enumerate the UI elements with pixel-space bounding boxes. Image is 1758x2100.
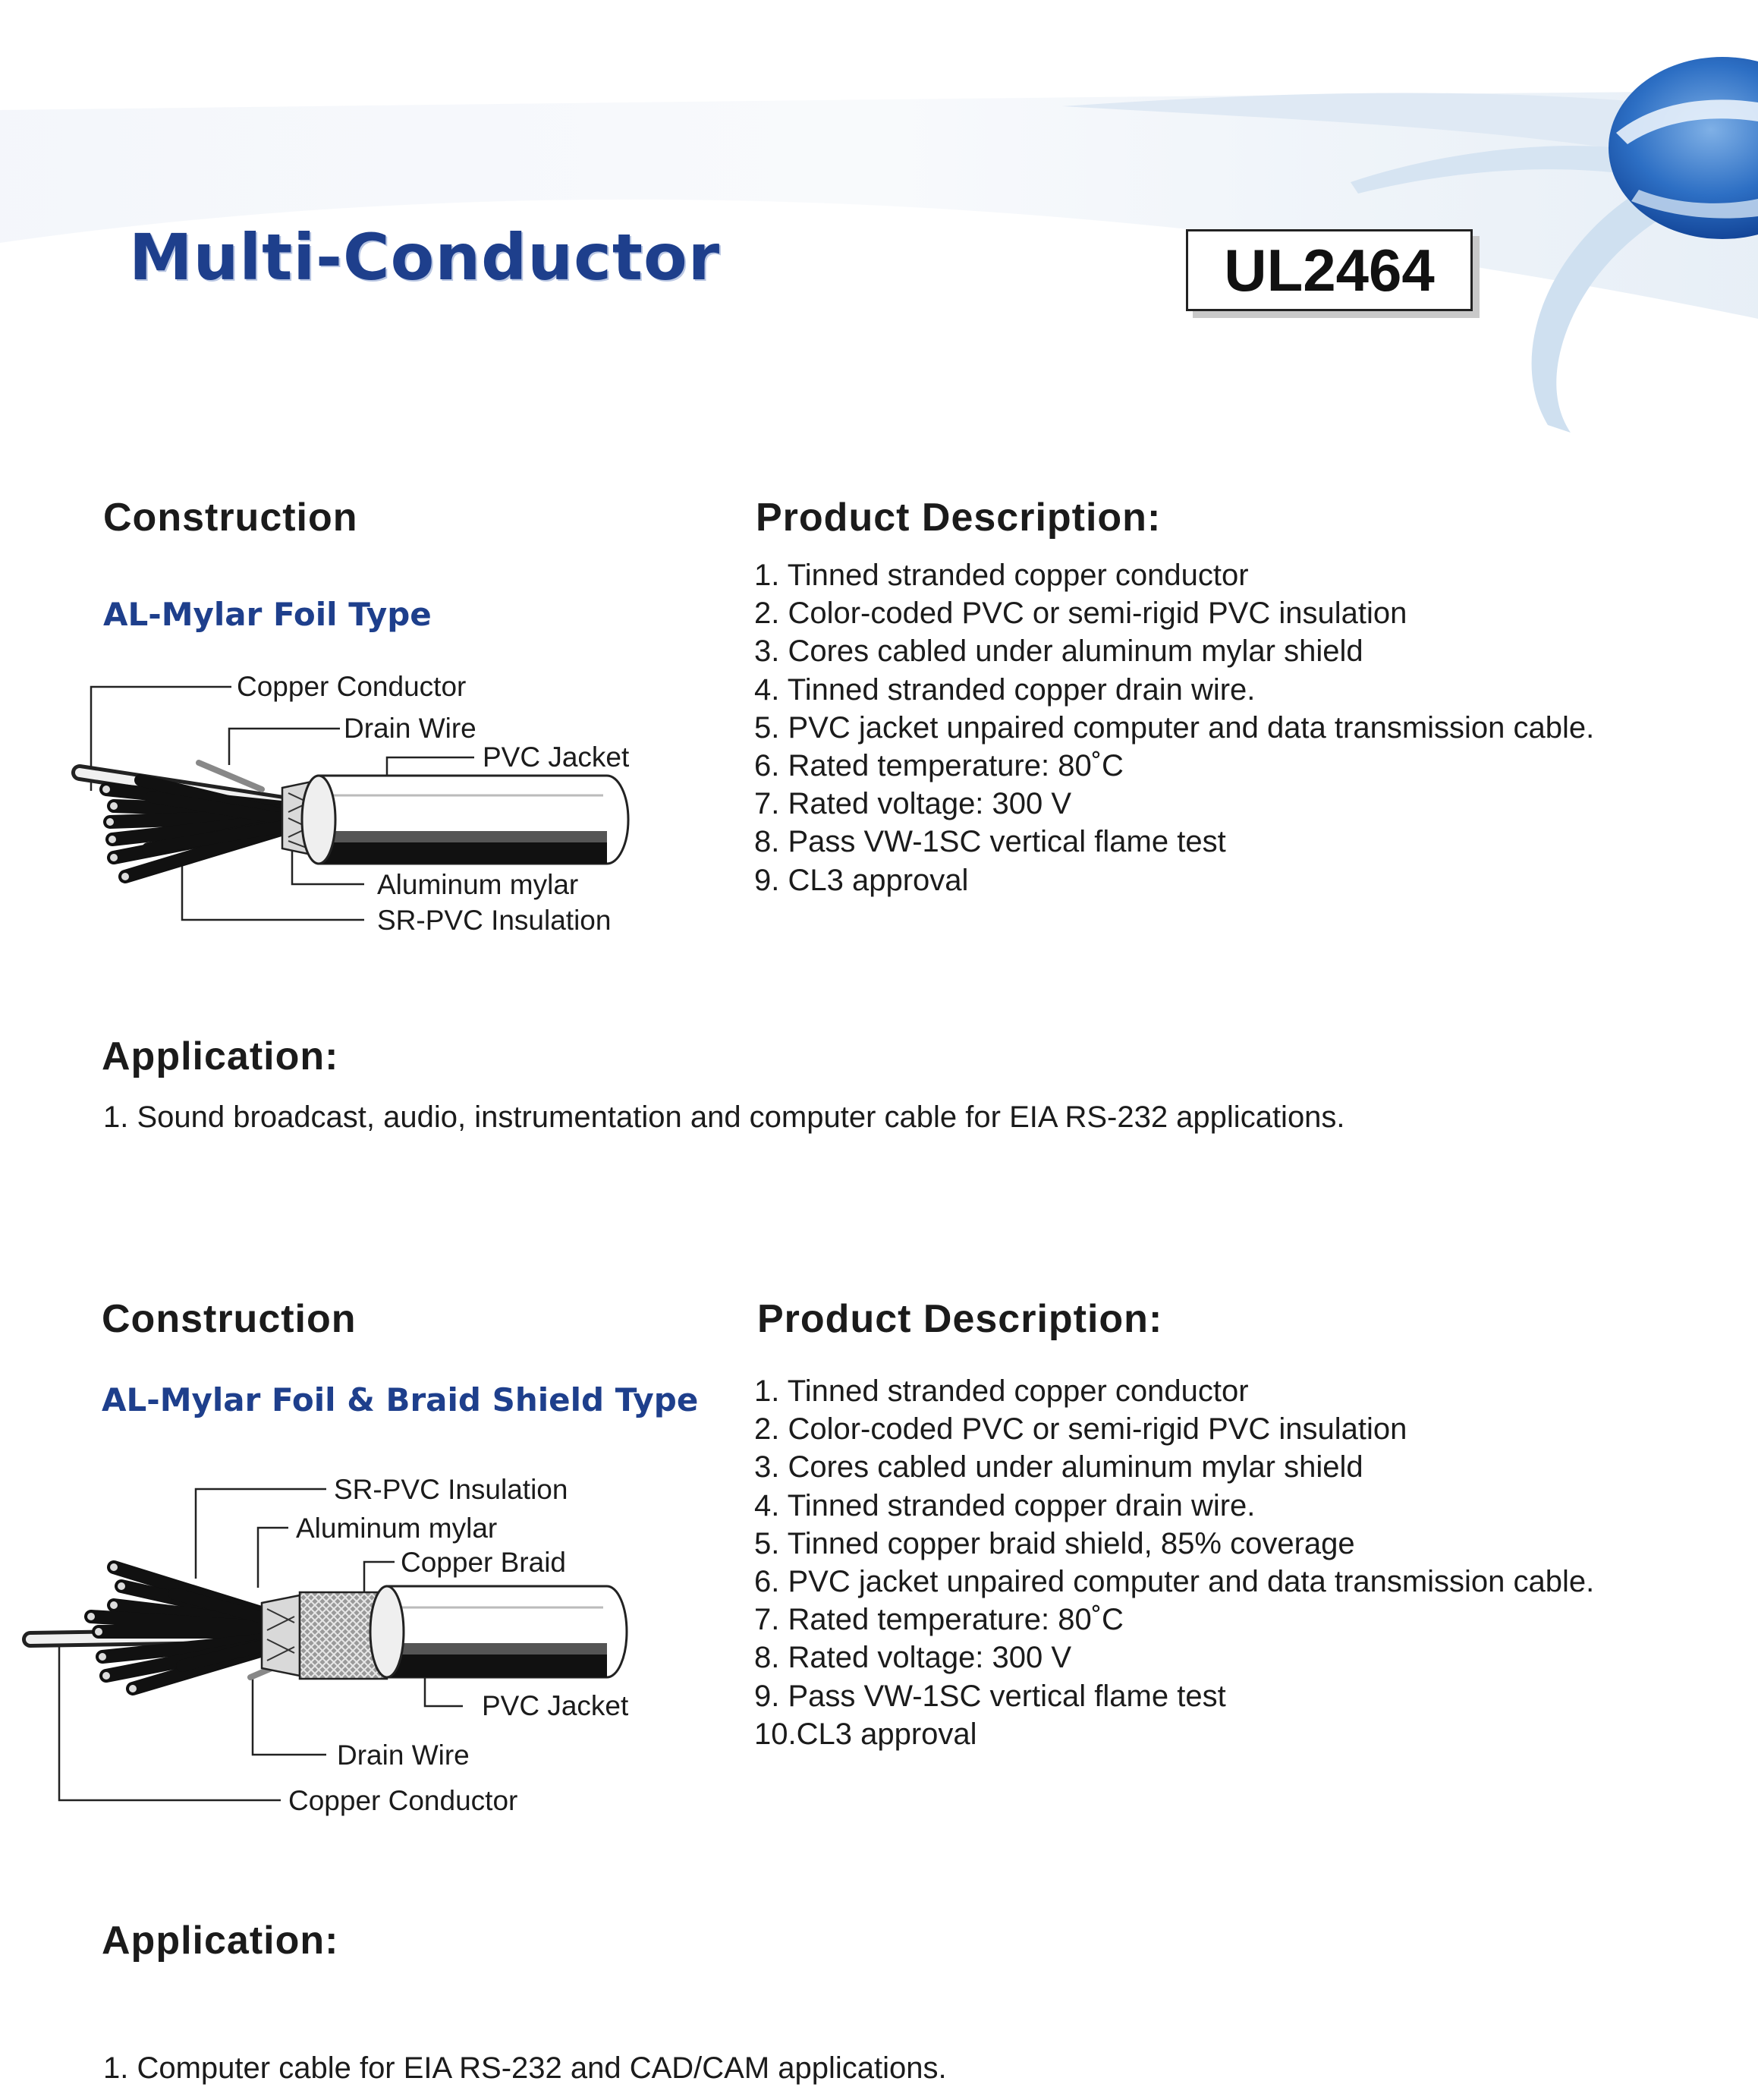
list-item: 6. Rated temperature: 80˚C <box>754 749 1124 783</box>
product-description-heading: Product Description: <box>756 496 1162 540</box>
label-copper-conductor-2: Copper Conductor <box>288 1785 518 1816</box>
list-item: 10.CL3 approval <box>754 1717 977 1751</box>
list-item: 4. Tinned stranded copper drain wire. <box>754 1488 1256 1522</box>
label-pvc-jacket: PVC Jacket <box>483 741 630 773</box>
label-aluminum-mylar: Aluminum mylar <box>377 869 579 900</box>
label-copper-conductor: Copper Conductor <box>237 671 467 702</box>
label-sr-pvc-insulation-2: SR-PVC Insulation <box>334 1474 568 1505</box>
list-item: 8. Pass VW-1SC vertical flame test <box>754 825 1226 859</box>
list-item: 7. Rated temperature: 80˚C <box>754 1603 1124 1637</box>
product-description-list <box>754 556 1594 899</box>
product-description-heading-2: Product Description: <box>757 1297 1163 1341</box>
label-sr-pvc-insulation: SR-PVC Insulation <box>377 905 612 936</box>
construction-heading-2: Construction <box>102 1297 357 1341</box>
application-item: 1. Sound broadcast, audio, instrumentation and computer cable for EIA RS-232 applications. <box>103 1100 1345 1134</box>
list-item: 6. PVC jacket unpaired computer and data transmission cable. <box>754 1565 1595 1599</box>
application-item-2: 1. Computer cable for EIA RS-232 and CAD/CAM applications. <box>103 2051 947 2085</box>
application-heading: Application: <box>102 1034 339 1078</box>
label-aluminum-mylar-2: Aluminum mylar <box>296 1513 498 1544</box>
label-pvc-jacket-2: PVC Jacket <box>482 1690 629 1721</box>
cable-diagram-foil <box>0 660 683 949</box>
label-copper-braid: Copper Braid <box>401 1547 567 1578</box>
list-item: 3. Cores cabled under aluminum mylar shield <box>754 1450 1363 1484</box>
list-item: 7. Rated voltage: 300 V <box>754 787 1072 821</box>
label-drain-wire: Drain Wire <box>344 713 476 744</box>
list-item: 9. CL3 approval <box>754 863 969 897</box>
construction-type-label: AL-Mylar Foil Type <box>103 596 432 633</box>
list-item: 2. Color-coded PVC or semi-rigid PVC insulation <box>754 597 1407 631</box>
list-item: 5. PVC jacket unpaired computer and data transmission cable. <box>754 710 1595 745</box>
list-item: 4. Tinned stranded copper drain wire. <box>754 672 1256 707</box>
list-item: 3. Cores cabled under aluminum mylar shield <box>754 634 1363 669</box>
list-item: 9. Pass VW-1SC vertical flame test <box>754 1679 1226 1713</box>
list-item: 5. Tinned copper braid shield, 85% coverage <box>754 1526 1355 1560</box>
label-drain-wire-2: Drain Wire <box>337 1740 470 1771</box>
application-heading-2: Application: <box>102 1919 339 1963</box>
cable-diagram-braid <box>0 1465 683 1821</box>
construction-type-label-2: AL-Mylar Foil & Braid Shield Type <box>102 1381 699 1418</box>
product-code-box: UL2464 <box>1186 229 1473 311</box>
list-item: 1. Tinned stranded copper conductor <box>754 1374 1249 1408</box>
construction-heading: Construction <box>103 496 358 540</box>
list-item: 1. Tinned stranded copper conductor <box>754 559 1249 592</box>
page-title: Multi-Conductor <box>129 220 721 294</box>
list-item: 8. Rated voltage: 300 V <box>754 1641 1072 1675</box>
list-item: 2. Color-coded PVC or semi-rigid PVC insulation <box>754 1412 1407 1447</box>
product-description-list-2 <box>754 1372 1594 1753</box>
